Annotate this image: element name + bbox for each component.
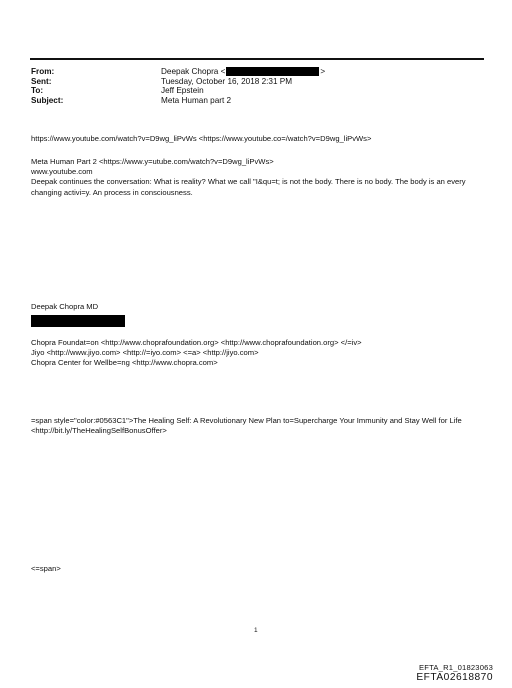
to-row: [31, 86, 325, 96]
sent-row: [31, 77, 325, 87]
closing-span-tag: <=span>: [31, 564, 61, 573]
to-label: To:: [31, 86, 44, 96]
to-value: Jeff Epstein: [161, 86, 204, 96]
header-divider: [30, 58, 484, 60]
email-header: [31, 67, 325, 105]
redacted-email-box: [226, 67, 319, 76]
bates-number-secondary: EFTA02618870: [416, 672, 493, 683]
redacted-signature-block: [31, 315, 125, 327]
subject-row: [31, 96, 325, 106]
youtube-link-line[interactable]: https://www.youtube.com/watch?v=D9wg_liPvWs <https://www.youtube.co=/watch?v=D9wg_liPvWs>: [31, 134, 372, 143]
bates-number-primary: EFTA_R1_01823063: [419, 663, 493, 672]
sent-label: Sent:: [31, 76, 52, 86]
from-name: Deepak Chopra <: [161, 67, 226, 76]
from-label: From:: [31, 67, 55, 76]
video-description: Meta Human Part 2 <https://www.y=utube.com/watch?v=D9wg_liPvWs> www.youtube.com Deepak continues the conversation: What is reality? What we call "I&qu=t; is not the body. There is no body. The body is an every changing activi=y. An process in consciousness.: [31, 157, 466, 197]
from-closing-bracket: >: [320, 67, 326, 76]
signature-links: Chopra Foundat=on <http://www.choprafoundation.org> <http://www.choprafoundation.org> </=iv> Jiyo <http://www.jiyo.com> <http://=iyo.com> <=a> <http://jiyo.com> Chopra Center for Wellbe=ng <http://www.chopra.com>: [31, 338, 362, 368]
subject-value: Meta Human part 2: [161, 95, 232, 105]
sent-value: Tuesday, October 16, 2018 2:31 PM: [161, 76, 293, 86]
page-number: 1: [254, 627, 258, 634]
from-row: [31, 67, 325, 77]
subject-label: Subject:: [31, 95, 64, 105]
signature-name: Deepak Chopra MD: [31, 302, 99, 311]
healing-self-promo: =span style="color:#0563C1">The Healing Self: A Revolutionary New Plan to=Supercharge Your Immunity and Stay Well for Life <http://bit.ly/TheHealingSelfBonusOffer>: [31, 416, 464, 436]
from-value: [161, 67, 325, 77]
